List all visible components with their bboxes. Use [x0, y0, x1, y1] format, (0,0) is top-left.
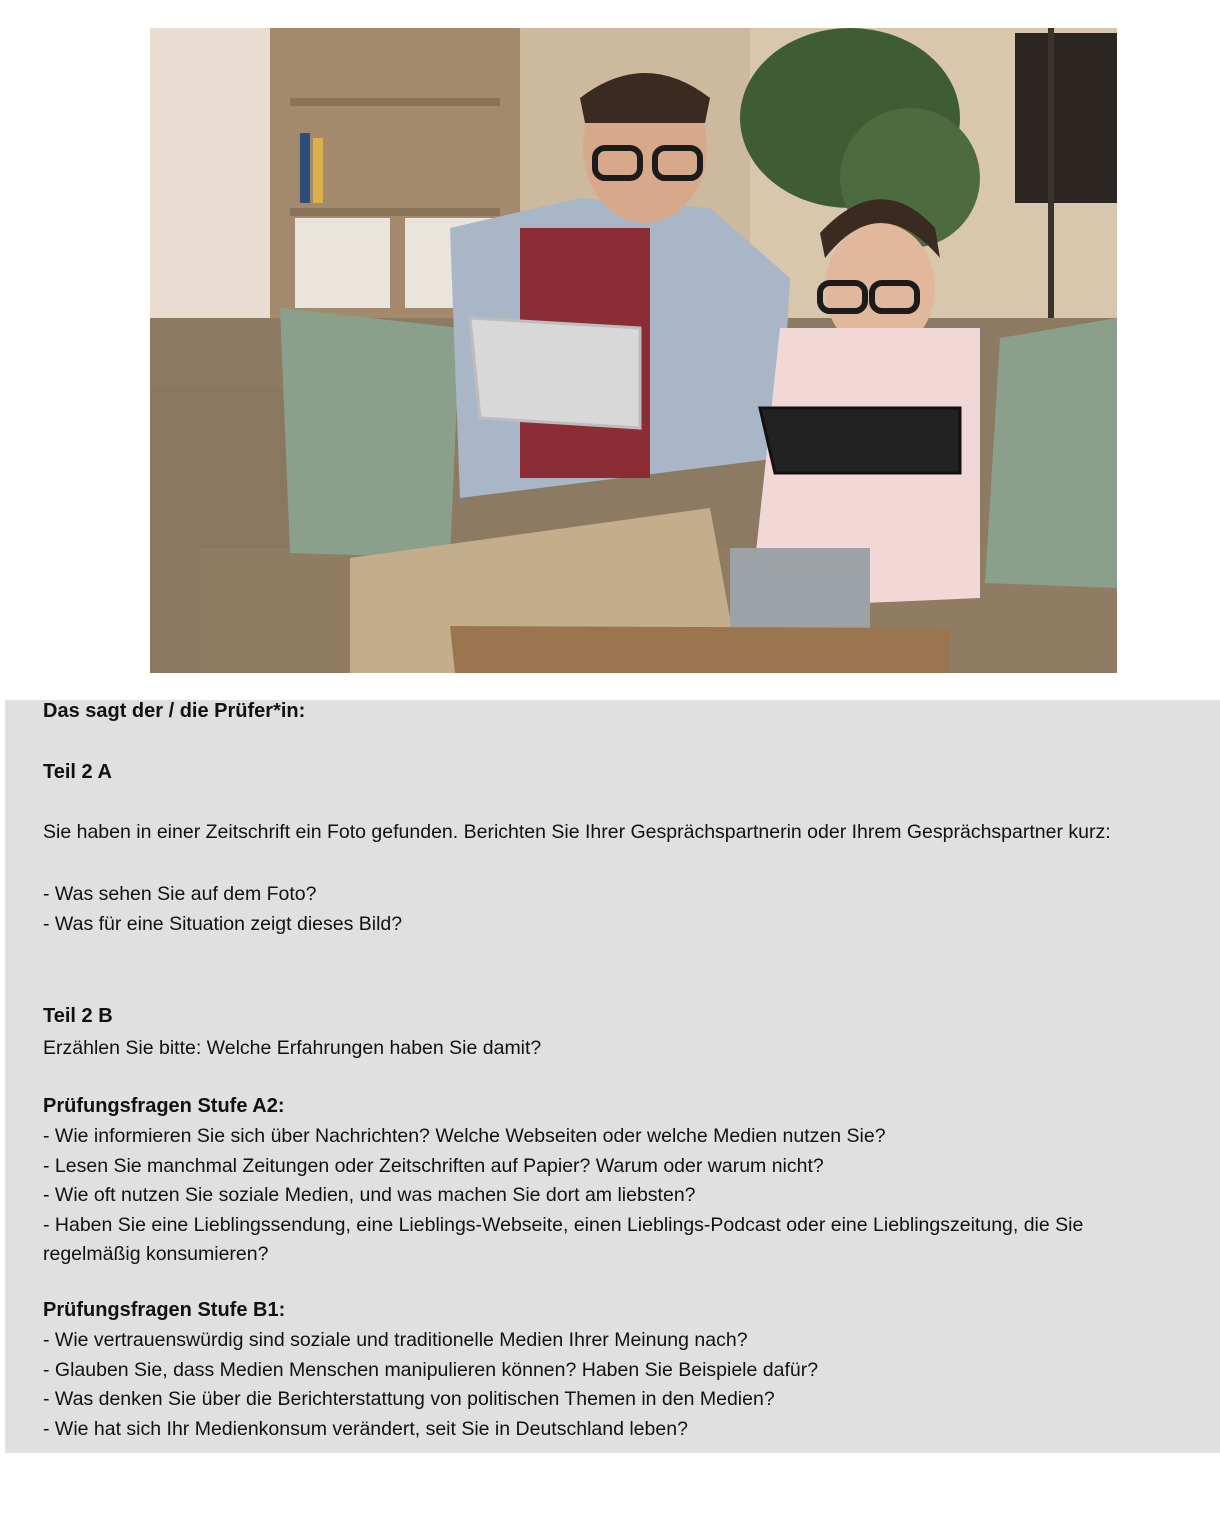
a2-heading: Prüfungsfragen Stufe A2:: [43, 1095, 285, 1117]
list-item: - Was denken Sie über die Berichterstattung von politischen Themen in den Medien?: [43, 1388, 775, 1410]
b1-questions: [43, 1326, 818, 1444]
examiner-heading: Das sagt der / die Prüfer*in:: [43, 700, 306, 722]
teil-2a-heading: Teil 2 A: [43, 761, 112, 783]
teil-2a-questions: [43, 880, 402, 939]
list-item: - Glauben Sie, dass Medien Menschen manipulieren können? Haben Sie Beispiele dafür?: [43, 1358, 819, 1381]
list-item: - Lesen Sie manchmal Zeitungen oder Zeitschriften auf Papier? Warum oder warum nicht?: [43, 1154, 824, 1177]
exam-instructions-box: [5, 700, 1220, 1453]
teil-2a-intro: Sie haben in einer Zeitschrift ein Foto gefunden. Berichten Sie Ihrer Gesprächspartnerin oder Ihrem Gesprächspartner kurz:: [43, 821, 1111, 843]
list-item: - Was für eine Situation zeigt dieses Bild?: [43, 912, 403, 935]
photo: [150, 28, 1117, 673]
list-item: - Wie informieren Sie sich über Nachrichten? Welche Webseiten oder welche Medien nutzen Sie?: [43, 1125, 886, 1147]
teil-2b-heading: Teil 2 B: [43, 1005, 113, 1027]
list-item: - Wie vertrauenswürdig sind soziale und traditionelle Medien Ihrer Meinung nach?: [43, 1329, 748, 1351]
list-item: - Was sehen Sie auf dem Foto?: [43, 883, 317, 905]
b1-heading: Prüfungsfragen Stufe B1:: [43, 1299, 286, 1321]
a2-questions: [43, 1122, 1163, 1270]
photo-illustration: [150, 28, 1117, 673]
list-item: - Haben Sie eine Lieblingssendung, eine Lieblings-Webseite, einen Lieblings-Podcast oder eine Lieblingszeitung, die Sie regelmäßig konsumieren?: [43, 1213, 1084, 1265]
list-item: - Wie oft nutzen Sie soziale Medien, und was machen Sie dort am liebsten?: [43, 1184, 696, 1206]
teil-2b-text: Erzählen Sie bitte: Welche Erfahrungen haben Sie damit?: [43, 1037, 542, 1059]
list-item: - Wie hat sich Ihr Medienkonsum verändert, seit Sie in Deutschland leben?: [43, 1417, 688, 1440]
